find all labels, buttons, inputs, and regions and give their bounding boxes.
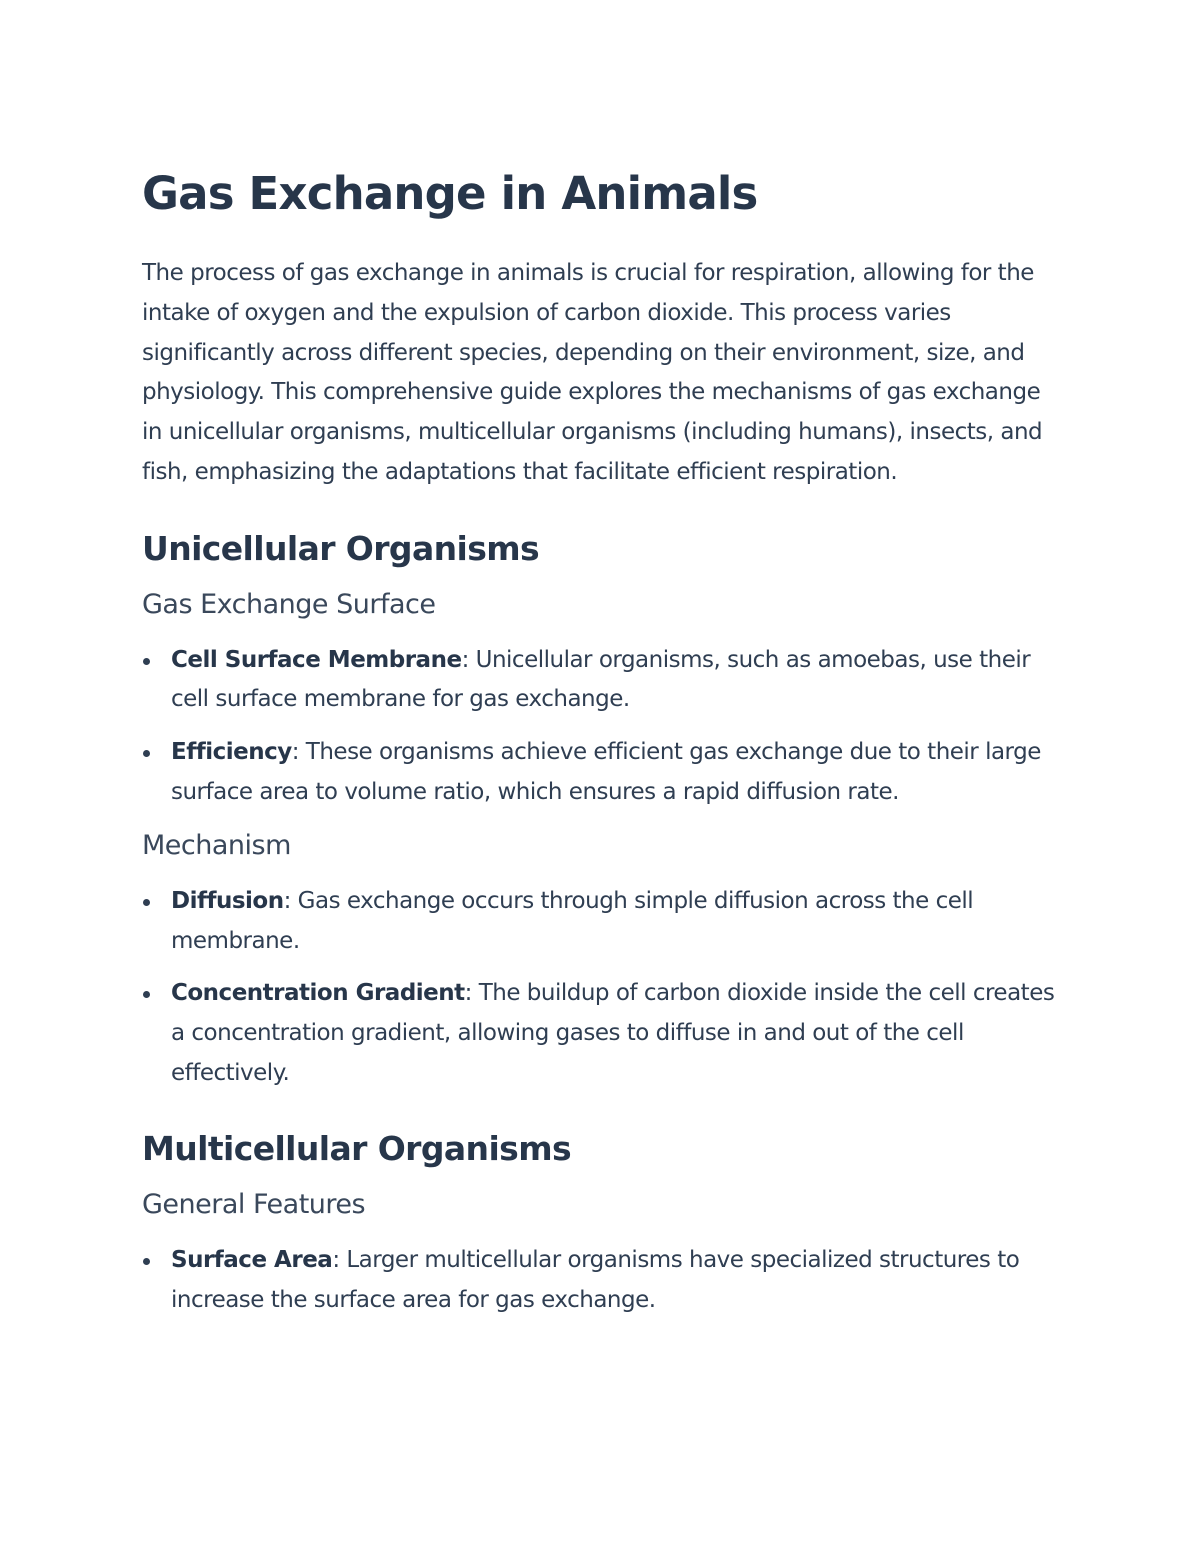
- list-item-term: Cell Surface Membrane: [171, 646, 462, 673]
- list-item-text: : Gas exchange occurs through simple diffusion across the cell membrane.: [171, 888, 974, 954]
- list-item-text: : These organisms achieve efficient gas exchange due to their large surface area to volume ratio, which ensures a rapid diffusion rate.: [171, 738, 1041, 805]
- list-item-text: : The buildup of carbon dioxide inside the cell creates a concentration gradient, allowing gases to diffuse in and out of the cell effectively.: [171, 980, 1055, 1086]
- list-item: [142, 733, 1062, 812]
- list-item-text: : Larger multicellular organisms have specialized structures to increase the surface area for gas exchange.: [171, 1247, 1020, 1313]
- list-item-term: Surface Area: [171, 1247, 333, 1274]
- bullet-list: [142, 882, 1062, 1093]
- bullet-list: [142, 641, 1062, 812]
- list-item: [142, 641, 1062, 720]
- document-title: Gas Exchange in Animals: [142, 167, 758, 220]
- bullet-list: [142, 1241, 1062, 1320]
- list-item: [142, 1241, 1062, 1320]
- subsection-heading-mechanism: Mechanism: [142, 830, 291, 862]
- subsection-heading-gas-exchange-surface: Gas Exchange Surface: [142, 588, 436, 620]
- list-item-term: Concentration Gradient: [171, 980, 465, 1007]
- subsection-heading-general-features: General Features: [142, 1189, 366, 1221]
- list-item-term: Diffusion: [171, 888, 284, 915]
- list-item: [142, 882, 1062, 961]
- list-item: [142, 974, 1062, 1093]
- section-heading-multicellular: Multicellular Organisms: [142, 1129, 572, 1169]
- list-item-text: : Unicellular organisms, such as amoebas, use their cell surface membrane for gas exchange.: [171, 646, 1031, 713]
- section-heading-unicellular: Unicellular Organisms: [142, 528, 540, 568]
- intro-paragraph: The process of gas exchange in animals is crucial for respiration, allowing for the intake of oxygen and the expulsion of carbon dioxide. This process varies significantly across different species, depending on their environment, size, and physiology. This comprehensive guide explores the mechanisms of gas exchange in unicellular organisms, multicellular organisms (including humans), insects, and fish, emphasizing the adaptations that facilitate efficient respiration.: [142, 260, 1043, 485]
- document-page: [142, 164, 1062, 1320]
- list-item-term: Efficiency: [171, 738, 292, 765]
